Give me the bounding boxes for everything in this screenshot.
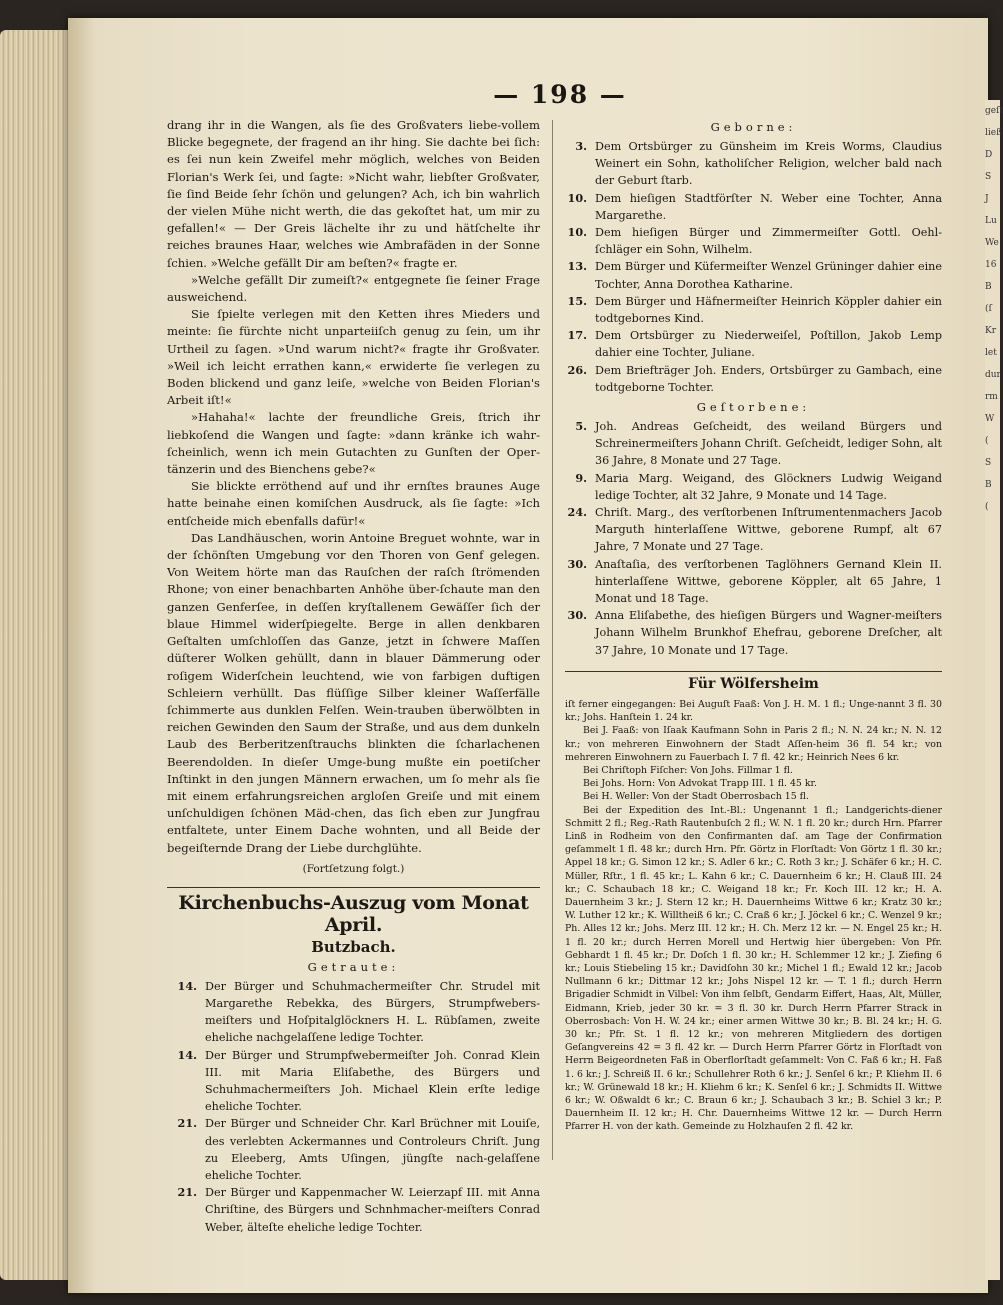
register-entry — [167, 1047, 540, 1116]
column-divider — [552, 120, 553, 1160]
register-entry — [565, 556, 942, 608]
entry-day: 10. — [567, 190, 587, 205]
story-paragraph: Das Landhäuschen, worin Antoine Breguet wohnte, war in der ſchönſten Umgebung vor den Thoren von Genf gelegen. Von Weitem hörte man das Rauſchen der raſch ſtrömenden Rhone; von einer benachbarten Anhöhe über-ſchaute man den ganzen Genferſee, in deſſen kryſtallenem Gewäſſer ſich der blaue Himmel widerſpiegelte. Berge in allen denkbaren Geſtalten umſchloſſen das Ganze, jetzt in ſchwere Maſſen düſterer Wolken gehüllt, dann in blauer Dämmerung oder roſigem Widerſchein leuchtend, wie von farbigen duftigen Schleiern verhüllt. Das flüſſige Silber kleiner Waſſerfälle ſchimmerte aus dunklen Felſen. Wein-trauben überwölbten in reichen Gewinden den Saum der Straße, und aus dem dunkeln Laub des Berberitzenſtrauchs blinkten die ſcharlachenen Beerendolden. In dieſer Umge-bung mußte ein poetiſcher Inſtinkt in den jungen Männern erwachen, um ſo mehr als ſie mit einem erfahrungsreichen argloſen Greiſe und mit einem unſchuldigen ſchönen Mäd-chen, das ſich eben zur Jungfrau entfaltete, unter Einem Dache wohnten, und all Beide der begeiſternde Drang der Liebe durchglühte. — [167, 530, 540, 855]
entry-day: 30. — [567, 608, 587, 623]
sliver-fragment: Lu — [985, 216, 997, 226]
donations-paragraph: Bei J. Faaß: von Iſaak Kaufmann Sohn in Paris 2 fl.; N. N. 24 kr.; N. N. 12 kr.; von mehreren Einwohnern der Stadt Aſſen-heim 36 fl. 54 kr.; von mehreren Einwohnern zu Fauerbach I. 7 fl. 42 kr.; Heinrich Nees 6 kr. — [565, 725, 942, 763]
donations-line: Bei Chriſtoph Fiſcher: Von Johs. Fillmar 1 fl. — [583, 764, 793, 776]
register-entry — [565, 224, 942, 258]
sliver-fragment: ( — [985, 436, 989, 446]
register-entry — [167, 1115, 540, 1184]
born-list — [565, 138, 942, 396]
entry-day: 26. — [567, 362, 587, 377]
sliver-fragment: D — [985, 150, 993, 160]
entry-text: Dem hieſigen Stadtförſter N. Weber eine Tochter, Anna Margarethe. — [595, 191, 942, 222]
register-entry — [565, 138, 942, 190]
page-edges — [0, 30, 72, 1280]
entry-day: 13. — [567, 259, 587, 274]
entry-text: Joh. Andreas Geſcheidt, des weiland Bürgers und Schreinermeiſters Johann Chriſt. Geſcheidt, lediger Sohn, alt 36 Jahre, 8 Monate und 27 Tage. — [595, 420, 942, 468]
entry-text: Maria Marg. Weigand, des Glöckners Ludwig Weigand ledige Tochter, alt 32 Jahre, 9 Monate und 14 Tage. — [595, 471, 942, 502]
entry-day: 14. — [177, 978, 197, 993]
married-list — [167, 978, 540, 1236]
register-entry — [565, 258, 942, 292]
register-entry — [565, 470, 942, 504]
entry-day: 24. — [567, 505, 587, 520]
entry-text: Anna Eliſabethe, des hieſigen Bürgers und Wagner-meiſters Johann Wilhelm Brunkhof Ehefrau, geborene Dreſcher, alt 37 Jahre, 10 Monate und 17 Tage. — [595, 609, 942, 657]
register-entry — [565, 327, 942, 361]
page-number: — 198 — — [493, 80, 627, 109]
entry-text: Der Bürger und Schuhmachermeiſter Chr. Strudel mit Margarethe Rebekka, des Bürgers, Strumpfwebers-meiſters und Hoſpitalglöckners H. L. Rübſamen, zweite eheliche nachgelaſſene ledige Tochter. — [205, 979, 540, 1045]
donations-paragraph: Bei der Expedition des Int.-Bl.: Ungenannt 1 fl.; Landgerichts-diener Schmitt 2 fl.; Reg.-Rath Rautenbuſch 2 fl.; W. N. 1 fl. 20 kr.; durch Hrn. Pfarrer Linß in Rodheim von den Confirmanten daſ. am Tage der Confirmation geſammelt 1 fl. 48 kr.; durch Hrn. Pfr. Görtz in Florſtadt: Von Görtz 1 fl. 30 kr.; Appel 18 kr.; G. Simon 12 kr.; S. Adler 6 kr.; C. Roth 3 kr.; J. Schäfer 6 kr.; H. C. Müller, Rſtr., 1 fl. 45 kr.; L. Kahn 6 kr.; C. Dauernheim 6 kr.; H. Clauß III. 24 kr.; C. Schaubach 18 kr.; C. Weigand 18 kr.; Fr. Koch III. 12 kr.; H. A. Dauernheim 3 kr.; J. Stern 12 kr.; H. Dauernheims Wittwe 6 kr.; Kratz 30 kr.; W. Luther 12 kr.; K. Willtheiß 6 kr.; C. Craß 6 kr.; J. Jöckel 6 kr.; C. Wenzel 9 kr.; Ph. Alles 12 kr.; Johs. Merz III. 12 kr.; H. Ch. Merz 12 kr. — N. Engel 25 kr.; H. 1 fl. 20 kr.; durch Herren Morell und Hertwig hier übergeben: Von Pfr. Gebhardt 1 fl. 45 kr.; Dr. Doſch 1 fl. 30 kr.; H. Schlemmer 12 kr.; J. Ziefing 6 kr.; Louis Stiebeling 15 kr.; Davidſohn 30 kr.; Michel 1 fl.; Ewald 12 kr.; Jacob Nullmann 6 kr.; Dittmar 12 kr.; Johs Nispel 12 kr. — T. 1 fl.; durch Herrn Brigadier Schmidt in Vilbel: Von ihm ſelbſt, Gendarm Eiffert, Haas, Alt, Müller, Eidmann, Krieb, jeder 30 kr. = 3 fl. 30 kr. Durch Herrn Pfarrer Strack in Oberrosbach: Von H. W. 24 kr.; einer armen Wittwe 30 kr.; B. Bl. 24 kr.; H. G. 30 kr.; Pfr. St. 1 fl. 12 kr.; von mehreren Mitgliedern des dortigen Geſangvereins 42 = 3 fl. 42 kr. — Durch Herrn Pfarrer Görtz in Florſtadt von Herrn Beigeordneten Faß in Oberflorſtadt geſammelt: Von C. Faß 6 kr.; H. Faß 1. 6 kr.; J. Schreiß II. 6 kr.; Schullehrer Roth 6 kr.; J. Senſel 6 kr.; P. Kliehm II. 6 kr.; W. Grünewald 18 kr.; H. Kliehm 6 kr.; K. Senſel 6 kr.; J. Schmidts II. Wittwe 6 kr.; W. Oßwaldt 6 kr.; C. Braun 6 kr.; J. Schaubach 3 kr.; B. Schiel 3 kr.; P. Dauernheim II. 12 kr.; H. Chr. Dauernheims Wittwe 12 kr. — Durch Herrn Pfarrer H. von der kath. Gemeinde zu Holzhauſen 2 fl. 42 kr. — [565, 804, 942, 1133]
left-column — [167, 117, 540, 1236]
entry-day: 3. — [575, 139, 587, 153]
register-entry — [565, 504, 942, 556]
deceased-heading: Geſtorbene: — [696, 400, 811, 415]
section-rule — [167, 887, 540, 888]
entry-day: 21. — [177, 1185, 197, 1200]
entry-text: Dem Bürger und Häfnermeiſter Heinrich Köppler dahier ein todtgebornes Kind. — [595, 294, 942, 326]
sliver-fragment: S — [985, 458, 992, 468]
entry-day: 14. — [177, 1047, 197, 1062]
right-column — [565, 120, 942, 1134]
sliver-fragment: ließ — [985, 128, 1003, 138]
entry-text: Dem hieſigen Bürger und Zimmermeiſter Gottl. Oehl-ſchläger ein Sohn, Wilhelm. — [595, 226, 942, 257]
story-paragraph: »Welche gefällt Dir zumeiſt?« entgegnete ſie ſeiner Frage ausweichend. — [167, 272, 540, 305]
born-heading: Geborne: — [710, 120, 797, 134]
section-rule — [565, 671, 942, 672]
sliver-fragment: W — [985, 414, 995, 424]
sliver-fragment: Kr — [985, 326, 997, 336]
entry-text: Anaſtaſia, des verſtorbenen Taglöhners Gernand Klein II. hinterlaſſene Wittwe, geborene Köppler, alt 65 Jahre, 1 Monat und 18 Tage. — [595, 557, 942, 606]
entry-day: 17. — [567, 328, 587, 343]
story-paragraph: »Hahaha!« lachte der freundliche Greis, ſtrich ihr liebkoſend die Wangen und ſagte: »dann kränke ich wahr-ſcheinlich, wenn ich mein Gutachten zu Gunſten der Oper-tänzerin und des Bienchens gebe?« — [167, 410, 540, 477]
sliver-fragment: geſt — [985, 106, 1003, 116]
entry-text: Der Bürger und Strumpfwebermeiſter Joh. Conrad Klein III. mit Maria Eliſabethe, des Bürgers und Schuhmachermeiſters Joh. Michael Klein erſte ledige eheliche Tochter. — [205, 1048, 540, 1114]
sliver-fragment: dur — [985, 370, 1001, 380]
entry-text: Dem Bürger und Küfermeiſter Wenzel Grüninger dahier eine Tochter, Anna Dorothea Katharine. — [595, 260, 942, 291]
entry-day: 15. — [567, 293, 587, 308]
register-entry — [167, 978, 540, 1047]
sliver-fragment: J — [985, 194, 989, 204]
entry-text: Dem Ortsbürger zu Niederweiſel, Poſtillon, Jakob Lemp dahier eine Tochter, Juliane. — [595, 329, 942, 360]
sliver-fragment: (ſ — [985, 304, 992, 314]
town-name: Butzbach. — [311, 937, 396, 956]
entry-text: Der Bürger und Schneider Chr. Karl Brüchner mit Louiſe, des verlebten Ackermannes und Controleurs Chriſt. Jung zu Eleeberg, Amts Uſingen, jüngſte nach-gelaſſene eheliche Tochter. — [205, 1117, 540, 1182]
entry-text: Dem Ortsbürger zu Günsheim im Kreis Worms, Claudius Weinert ein Sohn, katholiſcher Religion, welcher bald nach der Geburt ſtarb. — [595, 140, 942, 188]
entry-text: Dem Briefträger Joh. Enders, Ortsbürger zu Gambach, eine todtgeborne Tochter. — [595, 363, 942, 394]
sliver-fragment: 16 — [985, 260, 997, 270]
register-entry — [565, 190, 942, 224]
story-paragraph: Sie ſpielte verlegen mit den Ketten ihres Mieders und meinte: ſie fürchte nicht unparteiiſch genug zu ſein, um ihr Urtheil zu ſagen. »Und warum nicht?« fragte ihr Großvater. »Weil ich leicht errathen kann,« erwiderte ſie verlegen zu Boden blickend und ganz leiſe, »welche von Beiden Florian's Arbeit iſt!« — [167, 307, 540, 408]
story-continued-note: (Fortſetzung folgt.) — [302, 862, 405, 875]
sliver-fragment: S — [985, 172, 992, 182]
entry-text: Chriſt. Marg., des verſtorbenen Inſtrumentenmachers Jacob Marguth hinterlaſſene Wittwe, geborene Rumpf, alt 67 Jahre, 7 Monate und 27 Tage. — [595, 506, 942, 554]
donations-line: Bei Johs. Horn: Von Advokat Trapp III. 1 fl. 45 kr. — [583, 778, 817, 790]
next-page-sliver — [985, 100, 1003, 1280]
register-entry — [167, 1184, 540, 1236]
page-header — [380, 80, 740, 109]
entry-day: 30. — [567, 556, 587, 571]
entry-day: 21. — [177, 1116, 197, 1131]
married-heading: Getraute: — [307, 959, 400, 974]
donations-line: Bei H. Weller: Von der Stadt Oberrosbach 15 fl. — [583, 791, 809, 803]
entry-text: Der Bürger und Kappenmacher W. Leierzapf III. mit Anna Chriſtine, des Bürgers und Schnhmacher-meiſters Conrad Weber, älteſte eheliche ledige Tochter. — [205, 1186, 540, 1234]
donations-title: Für Wölfersheim — [688, 675, 819, 692]
register-entry — [565, 293, 942, 327]
sliver-fragment: rm — [985, 392, 998, 402]
donations-intro: iſt ferner eingegangen: Bei Auguſt Faaß: Von J. H. M. 1 fl.; Unge-nannt 3 fl. 30 kr.; Johs. Hanſtein 1. 24 kr. — [565, 698, 942, 724]
sliver-fragment: ( — [985, 502, 989, 512]
sliver-fragment: We — [985, 238, 999, 248]
sliver-fragment: let — [985, 348, 997, 358]
sliver-fragment: B — [985, 282, 992, 292]
register-entry — [565, 418, 942, 470]
story-paragraph: Sie blickte erröthend auf und ihr ernſtes braunes Auge hatte beinahe einen komiſchen Ausdruck, als ſie ſagte: »Ich entſcheide mich ebenfalls dafür!« — [167, 479, 540, 528]
story-paragraph: drang ihr in die Wangen, als ſie des Großvaters liebe-vollem Blicke begegnete, der fragend an ihr hing. Sie dachte bei ſich: es ſei nun kein Zweifel mehr möglich, welches von Beiden Florian's Werk ſei, und ſagte: »Nicht wahr, liebſter Großvater, ſie ſind Beide ſehr ſchön und gelungen? Ach, ich bin wahrlich der vielen Mühe nicht werth, die das gekoſtet hat, um mir zu gefallen!« — Der Greis lächelte ihr zu und hätſchelte ihr reiches braunes Haar, welches wie Ambrafäden in der Sonne ſchien. »Welche gefällt Dir am beſten?« fragte er. — [167, 118, 540, 270]
church-register-title: Kirchenbuchs-Auszug vom Monat April. — [178, 891, 529, 936]
sliver-fragment: B — [985, 480, 992, 490]
entry-day: 5. — [575, 419, 587, 434]
register-entry — [565, 607, 942, 659]
entry-day: 10. — [567, 225, 587, 240]
register-entry — [565, 362, 942, 396]
entry-day: 9. — [575, 470, 587, 485]
deceased-list — [565, 418, 942, 659]
